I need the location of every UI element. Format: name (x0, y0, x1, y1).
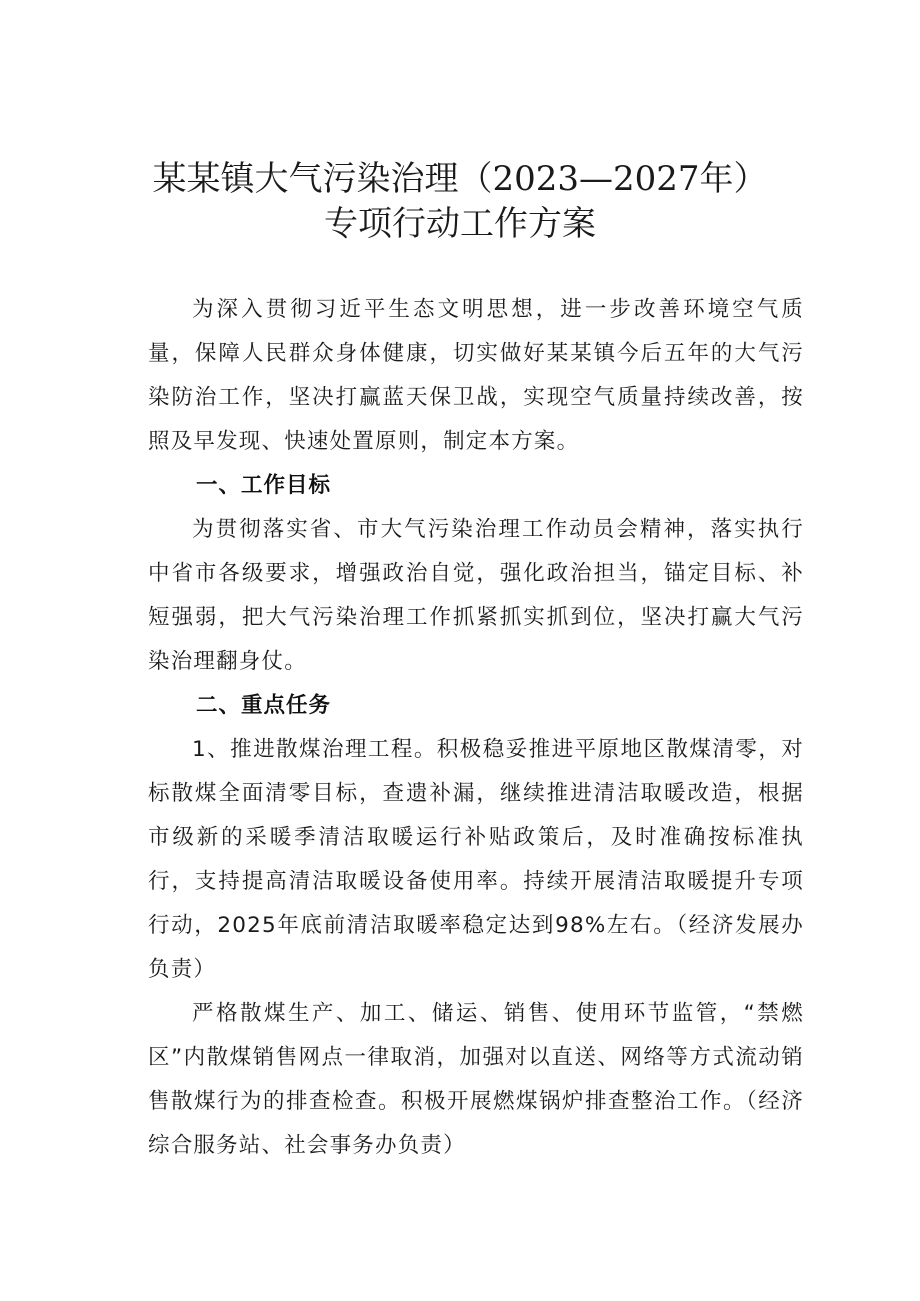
section-heading-tasks: 二、重点任务 (196, 693, 332, 718)
document-title-line-2: 专项行动工作方案 (324, 204, 596, 244)
task-1-paragraph: 1、推进散煤治理工程。积极稳妥推进平原地区散煤清零，对标散煤全面清零目标，查遗补漏，继续推进清洁取暖改造，根据市级新的采暖季清洁取暖运行补贴政策后，及时准确按标准执行，支持提高清洁取暖设备使用率。持续开展清洁取暖提升专项行动，2025年底前清洁取暖率稳定达到98%左右。（经济发展办负责） (148, 737, 804, 982)
section-heading-goals: 一、工作目标 (196, 473, 332, 498)
document-title-line-1: 某某镇大气污染治理（2023—2027年） (152, 159, 768, 199)
task-1-supervision-paragraph: 严格散煤生产、加工、储运、销售、使用环节监管，“禁燃区”内散煤销售网点一律取消，加强对以直送、网络等方式流动销售散煤行为的排查检查。积极开展燃煤锅炉排查整治工作。（经济综合服务站、社会事务办负责） (148, 1001, 804, 1158)
goals-paragraph: 为贯彻落实省、市大气污染治理工作动员会精神，落实执行中省市各级要求，增强政治自觉，强化政治担当，锚定目标、补短强弱，把大气污染治理工作抓紧抓实抓到位，坚决打赢大气污染治理翻身仗。 (148, 517, 804, 674)
document-body (148, 288, 804, 1168)
intro-paragraph: 为深入贯彻习近平生态文明思想，进一步改善环境空气质量，保障人民群众身体健康，切实做好某某镇今后五年的大气污染防治工作，坚决打赢蓝天保卫战，实现空气质量持续改善，按照及早发现、快速处置原则，制定本方案。 (148, 297, 804, 454)
